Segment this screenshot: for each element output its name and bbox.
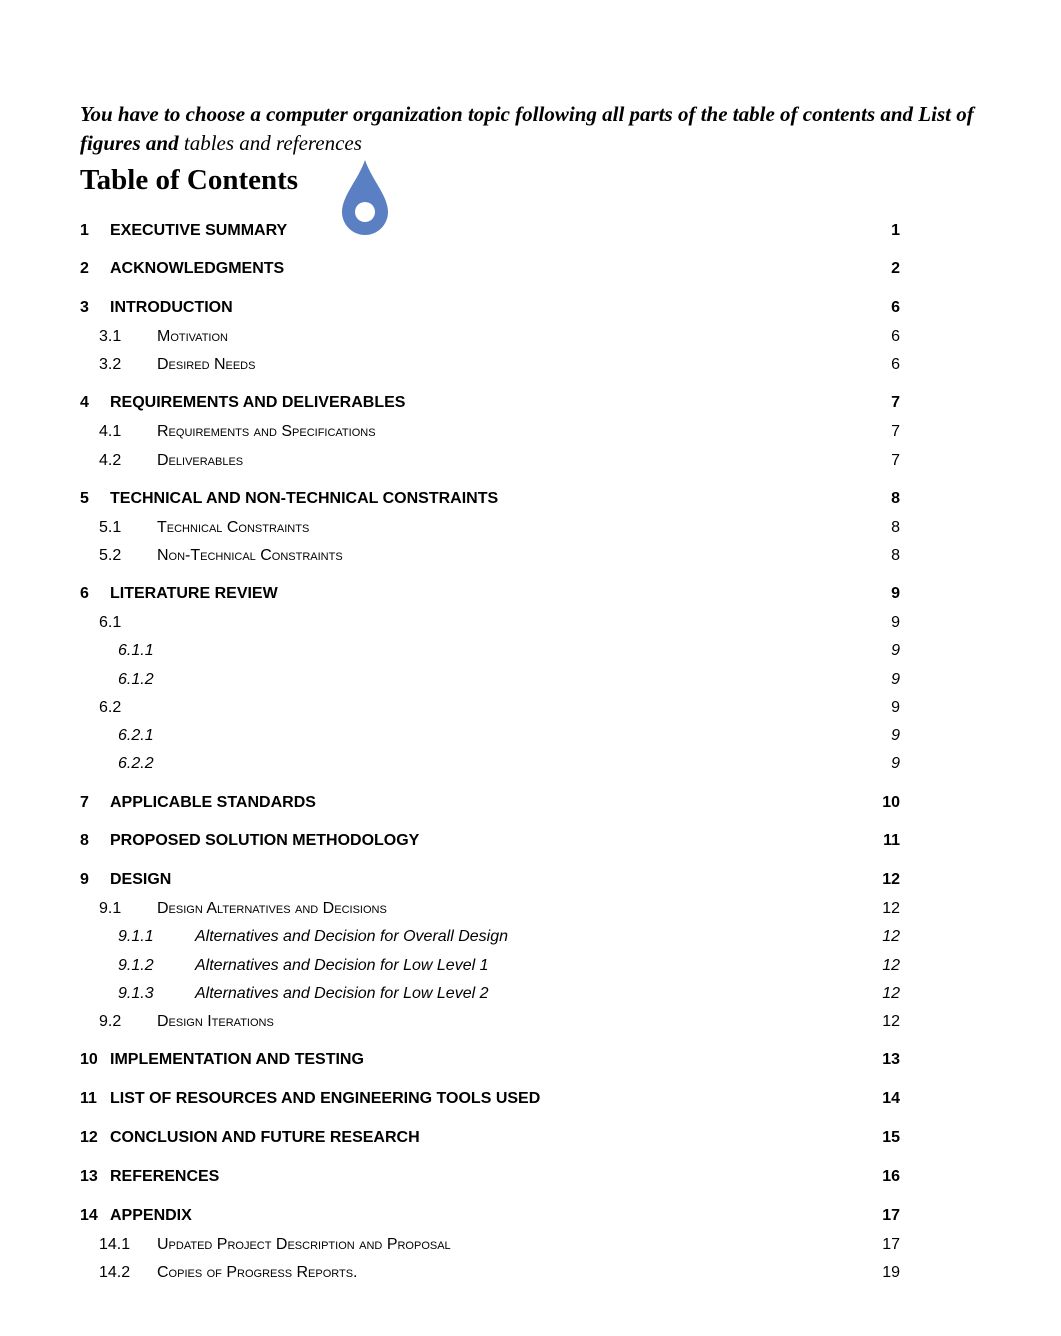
toc-entry[interactable] xyxy=(80,668,900,692)
toc-entry-number: 5.1 xyxy=(99,519,122,536)
toc-entry-page: 9 xyxy=(891,699,900,716)
toc-entry-page: 9 xyxy=(891,755,900,772)
toc-entry-number: 9.2 xyxy=(99,1013,122,1030)
toc-entry[interactable] xyxy=(80,791,900,815)
toc-entry-page: 7 xyxy=(891,423,900,440)
toc-entry[interactable] xyxy=(80,897,900,921)
toc-entry-page: 6 xyxy=(891,328,900,345)
toc-entry[interactable] xyxy=(80,1233,900,1257)
toc-entry-number: 14 xyxy=(80,1207,98,1224)
toc-entry-page: 2 xyxy=(891,260,900,277)
toc-entry-number: 6.1.1 xyxy=(118,642,154,659)
toc-entry[interactable] xyxy=(80,449,900,473)
toc-title: Table of Contents xyxy=(80,164,299,196)
toc-entry-title: Requirements and Specifications xyxy=(157,423,376,440)
toc-entry-page: 12 xyxy=(882,871,900,888)
toc-entry-number: 6.1.2 xyxy=(118,671,154,688)
toc-entry[interactable] xyxy=(80,487,900,511)
toc-entry[interactable] xyxy=(80,420,900,444)
toc-entry-page: 6 xyxy=(891,299,900,316)
toc-entry-title: APPENDIX xyxy=(110,1207,192,1224)
toc-entry[interactable] xyxy=(80,325,900,349)
toc-entry[interactable] xyxy=(80,1087,900,1111)
toc-entry-number: 9.1.3 xyxy=(118,985,154,1002)
toc-entry-title: INTRODUCTION xyxy=(110,299,233,316)
toc-entry-number: 13 xyxy=(80,1168,98,1185)
toc-entry[interactable] xyxy=(80,257,900,281)
toc-entry[interactable] xyxy=(80,1204,900,1228)
toc-entry-page: 9 xyxy=(891,671,900,688)
toc-entry-page: 7 xyxy=(891,452,900,469)
toc-entry-page: 17 xyxy=(882,1207,900,1224)
toc-entry[interactable] xyxy=(80,868,900,892)
toc-entry-number: 11 xyxy=(80,1090,97,1107)
toc-entry-title: REQUIREMENTS AND DELIVERABLES xyxy=(110,394,406,411)
toc-entry-number: 6.1 xyxy=(99,614,122,631)
toc-entry-page: 11 xyxy=(883,832,900,849)
toc-entry[interactable] xyxy=(80,544,900,568)
toc-entry-number: 10 xyxy=(80,1051,98,1068)
toc-entry[interactable] xyxy=(80,639,900,663)
toc-entry-title: Copies of Progress Reports. xyxy=(157,1264,358,1281)
toc-entry-number: 12 xyxy=(80,1129,98,1146)
toc-entry-title: Alternatives and Decision for Low Level 2 xyxy=(195,985,489,1002)
toc-entry-number: 14.1 xyxy=(99,1236,131,1253)
toc-entry[interactable] xyxy=(80,696,900,720)
toc-entry-page: 9 xyxy=(891,727,900,744)
toc-entry-title: Desired Needs xyxy=(157,356,256,373)
toc-entry-number: 3 xyxy=(80,299,89,316)
toc-entry-number: 2 xyxy=(80,260,89,277)
toc-entry-page: 12 xyxy=(882,1013,900,1030)
instruction-italic: tables and references xyxy=(183,131,362,155)
toc-entry-title: CONCLUSION AND FUTURE RESEARCH xyxy=(110,1129,420,1146)
toc-entry-number: 6 xyxy=(80,585,89,602)
toc-entry-title: LITERATURE REVIEW xyxy=(110,585,278,602)
instruction-bold: You have to choose a computer organization topic following all parts of the table of contents and List of figures and xyxy=(80,102,974,155)
toc-entry-title: DESIGN xyxy=(110,871,172,888)
toc-entry-page: 19 xyxy=(882,1264,900,1281)
toc-entry[interactable] xyxy=(80,296,900,320)
toc-entry-number: 5.2 xyxy=(99,547,122,564)
toc-entry-number: 7 xyxy=(80,794,89,811)
toc-entry-title: PROPOSED SOLUTION METHODOLOGY xyxy=(110,832,420,849)
toc-entry[interactable] xyxy=(80,925,900,949)
toc-entry[interactable] xyxy=(80,516,900,540)
toc-entry-number: 3.1 xyxy=(99,328,122,345)
toc-entry-page: 13 xyxy=(882,1051,900,1068)
toc-entry-title: LIST OF RESOURCES AND ENGINEERING TOOLS USED xyxy=(110,1090,541,1107)
toc-entry-title: IMPLEMENTATION AND TESTING xyxy=(110,1051,364,1068)
toc-entry-number: 1 xyxy=(80,222,89,239)
toc-entry-page: 16 xyxy=(882,1168,900,1185)
toc-entry-number: 6.2 xyxy=(99,699,122,716)
toc-entry-number: 9.1.2 xyxy=(118,957,154,974)
toc-entry-page: 12 xyxy=(882,985,900,1002)
toc-entry-page: 12 xyxy=(882,957,900,974)
toc-entry[interactable] xyxy=(80,1126,900,1150)
toc-entry-title: Technical Constraints xyxy=(157,519,310,536)
toc-entry-page: 8 xyxy=(891,490,900,507)
toc-entry-title: EXECUTIVE SUMMARY xyxy=(110,222,288,239)
toc-entry[interactable] xyxy=(80,391,900,415)
toc-entry-number: 8 xyxy=(80,832,89,849)
toc-entry-page: 9 xyxy=(891,585,900,602)
toc-entry[interactable] xyxy=(80,982,900,1006)
toc-entry-title: Design Alternatives and Decisions xyxy=(157,900,387,917)
toc-entry-number: 9.1 xyxy=(99,900,122,917)
toc-entry-number: 5 xyxy=(80,490,89,507)
toc-entry-title: ACKNOWLEDGMENTS xyxy=(110,260,285,277)
toc-entry-number: 6.2.2 xyxy=(118,755,154,772)
toc-entry[interactable] xyxy=(80,1165,900,1189)
toc-entry-number: 4.2 xyxy=(99,452,122,469)
toc-entry-title: REFERENCES xyxy=(110,1168,220,1185)
toc-entry-title: Updated Project Description and Proposal xyxy=(157,1236,451,1253)
toc-entry-title: Alternatives and Decision for Overall Design xyxy=(195,928,509,945)
toc-entry-page: 12 xyxy=(882,900,900,917)
toc-entry-number: 14.2 xyxy=(99,1264,131,1281)
toc-entry-page: 9 xyxy=(891,642,900,659)
toc-entry-page: 8 xyxy=(891,547,900,564)
toc-entry[interactable] xyxy=(80,1261,900,1285)
toc-entry-title: TECHNICAL AND NON-TECHNICAL CONSTRAINTS xyxy=(110,490,499,507)
toc-entry-number: 4 xyxy=(80,394,89,411)
toc-entry[interactable] xyxy=(80,752,900,776)
toc-entry-page: 17 xyxy=(882,1236,900,1253)
toc-entry-number: 9.1.1 xyxy=(118,928,154,945)
toc-entry-number: 4.1 xyxy=(99,423,122,440)
toc-entry-page: 1 xyxy=(891,222,900,239)
toc-entry-title: Deliverables xyxy=(157,452,244,469)
toc-entry-page: 8 xyxy=(891,519,900,536)
toc-entry-page: 6 xyxy=(891,356,900,373)
toc-entry-page: 7 xyxy=(891,394,900,411)
toc-entry-page: 9 xyxy=(891,614,900,631)
toc-entry[interactable] xyxy=(80,611,900,635)
toc-entry[interactable] xyxy=(80,353,900,377)
toc-entry[interactable] xyxy=(80,954,900,978)
toc-entry[interactable] xyxy=(80,1048,900,1072)
toc-entry-title: Non-Technical Constraints xyxy=(157,547,343,564)
toc-entry[interactable] xyxy=(80,829,900,853)
toc-entry-number: 3.2 xyxy=(99,356,122,373)
toc-entry-number: 6.2.1 xyxy=(118,727,154,744)
toc-entry-title: Alternatives and Decision for Low Level 1 xyxy=(195,957,489,974)
toc-entry-number: 9 xyxy=(80,871,89,888)
toc-entry-title: APPLICABLE STANDARDS xyxy=(110,794,316,811)
toc-entry-page: 14 xyxy=(882,1090,900,1107)
toc-entry[interactable] xyxy=(80,1010,900,1034)
toc-entry[interactable] xyxy=(80,582,900,606)
toc-entry-page: 15 xyxy=(882,1129,900,1146)
toc-entry-page: 10 xyxy=(882,794,900,811)
toc-entry-title: Design Iterations xyxy=(157,1013,274,1030)
toc-entry-title: Motivation xyxy=(157,328,228,345)
toc-entry[interactable] xyxy=(80,724,900,748)
toc-entry-page: 12 xyxy=(882,928,900,945)
toc-entry[interactable] xyxy=(80,219,900,243)
